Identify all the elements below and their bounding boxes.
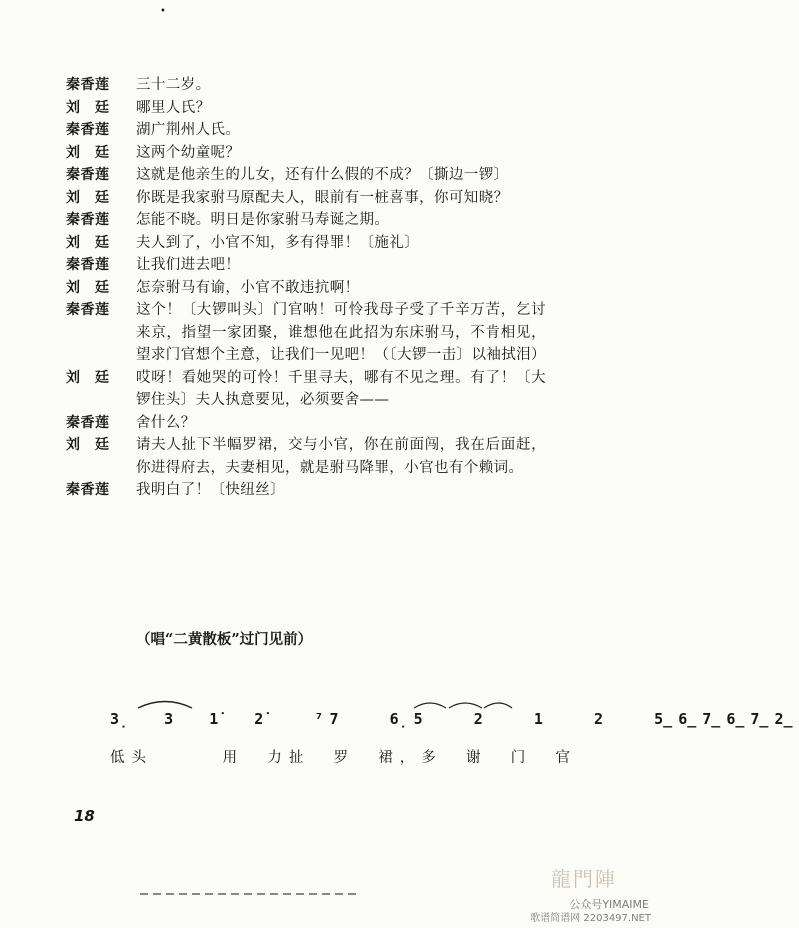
lyrics-line: 低头 用 力扯 罗 裙，多 谢 门 官: [110, 750, 577, 766]
dialogue-line: [66, 74, 556, 97]
speaker-name: 秦香莲: [66, 122, 110, 138]
speaker-name: 刘 廷: [66, 279, 110, 296]
dialogue-line: [66, 187, 556, 210]
top-dot-mark: •: [160, 6, 166, 17]
spoken-line: 这就是他亲生的儿女，还有什么假的不成？〔撕边一锣〕: [136, 167, 509, 183]
watermark-account: 公众号YIMAIME: [569, 898, 649, 911]
dialogue-line: [66, 412, 556, 435]
dialogue-line: [66, 142, 556, 165]
dialogue-line: [66, 119, 556, 142]
tie-arcs: [110, 690, 520, 720]
page-number: 18: [74, 807, 95, 825]
dialogue-line: [66, 479, 556, 502]
speaker-name: 秦香莲: [66, 482, 110, 498]
scan-edge-line: [140, 893, 360, 895]
spoken-line: 舍什么？: [136, 414, 196, 431]
dialogue-line: [66, 367, 556, 412]
dialogue-line: [66, 434, 556, 479]
speaker-name: 秦香莲: [66, 77, 110, 93]
music-notation: [110, 690, 799, 780]
speaker-name: 秦香莲: [66, 257, 110, 273]
speaker-name: 秦香莲: [66, 302, 110, 318]
dialogue-line: [66, 232, 556, 255]
speaker-name: 刘 廷: [66, 437, 110, 453]
speaker-name: 刘 廷: [66, 144, 110, 161]
jianpu-notes: 3̣ 3 1̇ 2̇ ⁷7 6̣5 2 1 2 5̲6̲7̲6̲7̲2̲: [110, 710, 799, 728]
dialogue-line: [66, 209, 556, 232]
spoken-line: 这两个幼童呢？: [136, 144, 241, 161]
stage-direction: （唱“二黄散板”过门见前）: [136, 631, 313, 648]
spoken-line: 请夫人扯下半幅罗裙，交与小官，你在前面闯，我在后面赶，你进得府去，夫妻相见，就是驸马降罪，小官也有个赖词。: [136, 437, 546, 476]
speaker-name: 刘 廷: [66, 369, 110, 386]
spoken-line: 哎呀！看她哭的可怜！千里寻夫，哪有不见之理。有了！〔大锣住头〕夫人执意要见，必须要舍——: [136, 369, 546, 408]
speaker-name: 秦香莲: [66, 414, 110, 431]
spoken-line: 哪里人氏？: [136, 99, 211, 116]
watermark-logo: 龍門陣: [551, 867, 617, 891]
spoken-line: 三十二岁。: [136, 77, 211, 93]
spoken-line: 让我们进去吧！: [136, 257, 241, 273]
dialogue-line: [66, 299, 556, 367]
speaker-name: 刘 廷: [66, 99, 110, 116]
spoken-line: 你既是我家驸马原配夫人，眼前有一桩喜事，你可知晓？: [136, 189, 509, 206]
dialogue-line: [66, 97, 556, 120]
spoken-line: 怎能不晓。明日是你家驸马寿诞之期。: [136, 212, 390, 228]
spoken-line: 我明白了！〔快纽丝〕: [136, 482, 285, 498]
dialogue-line: [66, 254, 556, 277]
speaker-name: 秦香莲: [66, 167, 110, 183]
speaker-name: 刘 廷: [66, 189, 110, 206]
watermark-site: 歌谱简谱网 2203497.NET: [530, 913, 651, 924]
spoken-line: 夫人到了，小官不知，多有得罪！〔施礼〕: [136, 234, 420, 251]
spoken-line: 怎奈驸马有谕，小官不敢违抗啊！: [136, 279, 360, 296]
dialogue-line: [66, 277, 556, 300]
dialogue-line: [66, 164, 556, 187]
spoken-line: 这个！〔大锣叫头〕门官呐！可怜我母子受了千辛万苦，乞讨来京，指望一家团聚，谁想他在此招为东床驸马，不肯相见，望求门官想个主意，让我们一见吧！（〔大锣一击〕以袖拭泪）: [136, 302, 546, 363]
spoken-line: 湖广荆州人氏。: [136, 122, 241, 138]
speaker-name: 秦香莲: [66, 212, 110, 228]
speaker-name: 刘 廷: [66, 234, 110, 251]
dialogue-section: [66, 74, 556, 502]
